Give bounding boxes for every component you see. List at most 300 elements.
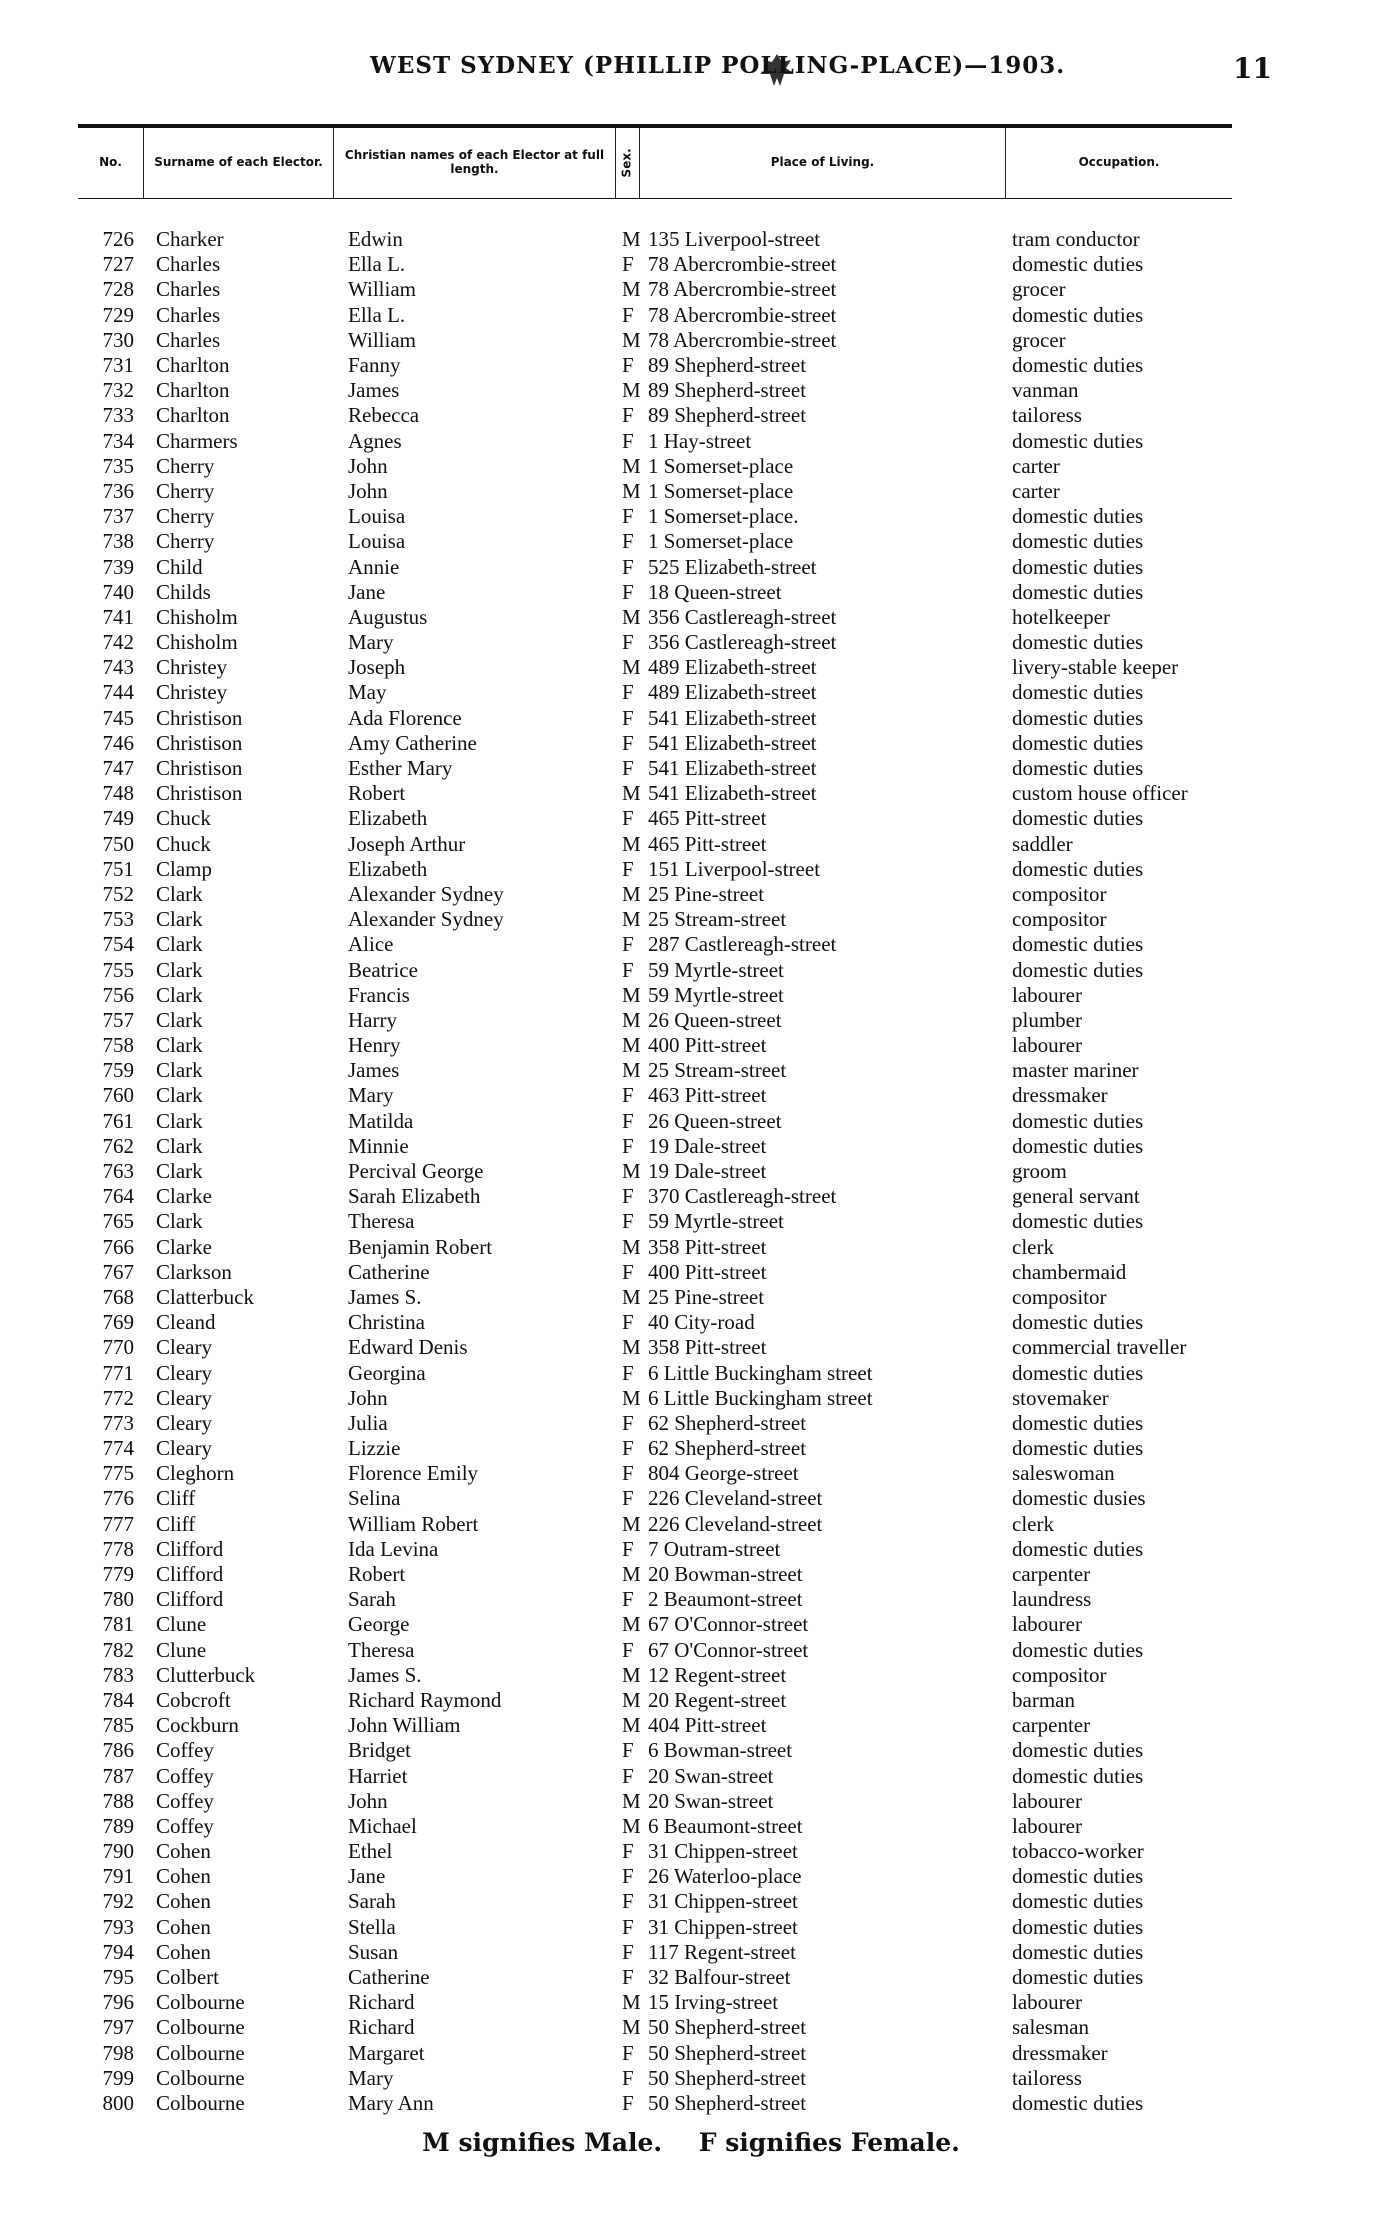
surname: Cliff [156, 1511, 196, 1536]
occupation: domestic duties [1012, 353, 1144, 378]
sex: M [622, 378, 641, 403]
occupation: domestic duties [1012, 504, 1144, 529]
occupation: hotelkeeper [1012, 604, 1110, 629]
table-row [78, 806, 1232, 831]
sex: F [622, 1738, 634, 1763]
occupation: domestic duties [1012, 856, 1144, 881]
occupation: chambermaid [1012, 1259, 1127, 1284]
sex: F [622, 1637, 634, 1662]
table-row [78, 957, 1232, 982]
surname: Clune [156, 1612, 207, 1637]
occupation: domestic duties [1012, 730, 1144, 755]
table-row [78, 529, 1232, 554]
occupation: labourer [1012, 982, 1082, 1007]
occupation: grocer [1012, 277, 1066, 302]
elector-number: 743 [102, 655, 134, 680]
elector-number: 750 [102, 831, 134, 856]
place-of-living: 78 Abercrombie-street [648, 302, 837, 327]
place-of-living: 19 Dale-street [648, 1159, 767, 1184]
table-row [78, 2015, 1232, 2040]
surname: Cherry [156, 453, 215, 478]
surname: Chisholm [156, 630, 238, 655]
surname: Christison [156, 705, 243, 730]
elector-number: 755 [102, 957, 134, 982]
place-of-living: 31 Chippen-street [648, 1839, 798, 1864]
place-of-living: 7 Outram-street [648, 1536, 781, 1561]
elector-number: 765 [102, 1209, 134, 1234]
sex: F [622, 1939, 634, 1964]
christian-names: Ida Levina [348, 1536, 439, 1561]
surname: Cliff [156, 1486, 196, 1511]
elector-number: 728 [102, 277, 134, 302]
elector-number: 766 [102, 1234, 134, 1259]
christian-names: James S. [348, 1284, 422, 1309]
place-of-living: 226 Cleveland-street [648, 1486, 823, 1511]
christian-names: George [348, 1612, 410, 1637]
elector-number: 779 [102, 1562, 134, 1587]
electoral-roll-table [78, 227, 1232, 2116]
table-row [78, 1537, 1232, 1562]
place-of-living: 804 George-street [648, 1461, 799, 1486]
surname: Christison [156, 730, 243, 755]
column-header-christian-names: Christian names of each Elector at full length. [334, 128, 616, 198]
sex: M [622, 1687, 641, 1712]
surname: Clatterbuck [156, 1284, 254, 1309]
elector-number: 793 [102, 1914, 134, 1939]
table-row [78, 1512, 1232, 1537]
place-of-living: 2 Beaumont-street [648, 1587, 803, 1612]
occupation: commercial traveller [1012, 1335, 1187, 1360]
surname: Childs [156, 579, 211, 604]
elector-number: 786 [102, 1738, 134, 1763]
sex: F [622, 529, 634, 554]
christian-names: John [348, 478, 388, 503]
occupation: domestic duties [1012, 1436, 1144, 1461]
male-note: M signifies Male. [422, 2128, 663, 2157]
elector-number: 776 [102, 1486, 134, 1511]
christian-names: Amy Catherine [348, 730, 477, 755]
christian-names: Sarah Elizabeth [348, 1184, 481, 1209]
christian-names: Theresa [348, 1209, 415, 1234]
christian-names: Florence Emily [348, 1461, 479, 1486]
table-row [78, 303, 1232, 328]
sex: M [622, 478, 641, 503]
occupation: domestic duties [1012, 1939, 1144, 1964]
elector-number: 777 [102, 1511, 134, 1536]
place-of-living: 89 Shepherd-street [648, 353, 807, 378]
surname: Cohen [156, 1889, 211, 1914]
christian-names: Catherine [348, 1259, 430, 1284]
sex: F [622, 1083, 634, 1108]
sex: F [622, 1310, 634, 1335]
place-of-living: 31 Chippen-street [648, 1889, 798, 1914]
occupation: domestic duties [1012, 1209, 1144, 1234]
occupation: livery-stable keeper [1012, 655, 1179, 680]
elector-number: 769 [102, 1310, 134, 1335]
christian-names: Joseph Arthur [348, 831, 466, 856]
sex: F [622, 302, 634, 327]
elector-number: 759 [102, 1058, 134, 1083]
occupation: tobacco-worker [1012, 1839, 1144, 1864]
elector-number: 774 [102, 1436, 134, 1461]
christian-names: Alexander Sydney [348, 881, 504, 906]
occupation: domestic dusies [1012, 1486, 1146, 1511]
place-of-living: 1 Hay-street [648, 428, 752, 453]
occupation: dressmaker [1012, 2040, 1108, 2065]
elector-number: 796 [102, 1990, 134, 2015]
surname: Charlton [156, 378, 230, 403]
sex: F [622, 1184, 634, 1209]
elector-number: 790 [102, 1839, 134, 1864]
occupation: domestic duties [1012, 302, 1144, 327]
christian-names: Richard [348, 1990, 415, 2015]
sex: F [622, 806, 634, 831]
christian-names: Esther Mary [348, 756, 453, 781]
sex: F [622, 1839, 634, 1864]
occupation: compositor [1012, 881, 1107, 906]
place-of-living: 32 Balfour-street [648, 1965, 791, 1990]
sex: M [622, 881, 641, 906]
occupation: domestic duties [1012, 957, 1144, 982]
page-header [0, 52, 1382, 88]
sex: F [622, 1108, 634, 1133]
occupation: compositor [1012, 1284, 1107, 1309]
column-header-no: No. [78, 128, 144, 198]
place-of-living: 78 Abercrombie-street [648, 327, 837, 352]
christian-names: Sarah [348, 1889, 396, 1914]
occupation: domestic duties [1012, 1133, 1144, 1158]
table-row [78, 454, 1232, 479]
christian-names: Stella [348, 1914, 396, 1939]
sex: F [622, 1436, 634, 1461]
table-row [78, 2041, 1232, 2066]
table-row [78, 479, 1232, 504]
column-header-occupation: Occupation. [1078, 155, 1160, 170]
surname: Cockburn [156, 1713, 239, 1738]
sex: F [622, 1360, 634, 1385]
place-of-living: 78 Abercrombie-street [648, 277, 837, 302]
occupation: domestic duties [1012, 252, 1144, 277]
place-of-living: 50 Shepherd-street [648, 2065, 807, 2090]
elector-number: 768 [102, 1284, 134, 1309]
elector-number: 745 [102, 705, 134, 730]
elector-number: 772 [102, 1385, 134, 1410]
surname: Chuck [156, 806, 211, 831]
table-row [78, 1109, 1232, 1134]
sex: F [622, 630, 634, 655]
christian-names: John William [348, 1713, 461, 1738]
elector-number: 762 [102, 1133, 134, 1158]
christian-names: Matilda [348, 1108, 414, 1133]
sex: F [622, 2040, 634, 2065]
elector-number: 758 [102, 1033, 134, 1058]
elector-number: 732 [102, 378, 134, 403]
elector-number: 738 [102, 529, 134, 554]
place-of-living: 404 Pitt-street [648, 1713, 767, 1738]
christian-names: Harry [348, 1007, 397, 1032]
christian-names: Mary Ann [348, 2090, 434, 2115]
occupation: labourer [1012, 1788, 1082, 1813]
sex: M [622, 655, 641, 680]
table-row [78, 1235, 1232, 1260]
place-of-living: 15 Irving-street [648, 1990, 779, 2015]
occupation: domestic duties [1012, 1410, 1144, 1435]
place-of-living: 50 Shepherd-street [648, 2090, 807, 2115]
surname: Christey [156, 680, 228, 705]
elector-number: 751 [102, 856, 134, 881]
elector-number: 736 [102, 478, 134, 503]
elector-number: 782 [102, 1637, 134, 1662]
surname: Clark [156, 1007, 203, 1032]
place-of-living: 1 Somerset-place [648, 453, 794, 478]
sex: F [622, 1965, 634, 1990]
surname: Clark [156, 1058, 203, 1083]
sex: M [622, 1990, 641, 2015]
sex: M [622, 1284, 641, 1309]
sex: M [622, 1033, 641, 1058]
christian-names: Mary [348, 630, 394, 655]
surname: Cherry [156, 478, 215, 503]
occupation: grocer [1012, 327, 1066, 352]
table-row [78, 1209, 1232, 1234]
sex: M [622, 1662, 641, 1687]
christian-names: Michael [348, 1813, 417, 1838]
elector-number: 730 [102, 327, 134, 352]
elector-number: 726 [102, 227, 134, 252]
occupation: domestic duties [1012, 806, 1144, 831]
place-of-living: 525 Elizabeth-street [648, 554, 817, 579]
table-row [78, 655, 1232, 680]
occupation: labourer [1012, 1033, 1082, 1058]
surname: Cobcroft [156, 1687, 231, 1712]
elector-number: 737 [102, 504, 134, 529]
elector-number: 784 [102, 1687, 134, 1712]
elector-number: 734 [102, 428, 134, 453]
occupation: domestic duties [1012, 705, 1144, 730]
place-of-living: 78 Abercrombie-street [648, 252, 837, 277]
elector-number: 761 [102, 1108, 134, 1133]
surname: Clifford [156, 1536, 224, 1561]
column-header-sex-label: Sex. [619, 148, 634, 178]
elector-number: 757 [102, 1007, 134, 1032]
surname: Clifford [156, 1587, 224, 1612]
sex: F [622, 1133, 634, 1158]
occupation: labourer [1012, 1612, 1082, 1637]
table-row [78, 2091, 1232, 2116]
surname: Charles [156, 277, 221, 302]
surname: Colbourne [156, 1990, 245, 2015]
elector-number: 798 [102, 2040, 134, 2065]
occupation: domestic duties [1012, 529, 1144, 554]
surname: Colbert [156, 1965, 219, 1990]
place-of-living: 59 Myrtle-street [648, 982, 784, 1007]
christian-names: Margaret [348, 2040, 425, 2065]
place-of-living: 358 Pitt-street [648, 1234, 767, 1259]
occupation: domestic duties [1012, 1738, 1144, 1763]
place-of-living: 541 Elizabeth-street [648, 730, 817, 755]
sex: M [622, 327, 641, 352]
occupation: laundress [1012, 1587, 1092, 1612]
sex: M [622, 1007, 641, 1032]
table-row [78, 756, 1232, 781]
sex: F [622, 680, 634, 705]
sex: M [622, 1159, 641, 1184]
place-of-living: 40 City-road [648, 1310, 755, 1335]
occupation: saleswoman [1012, 1461, 1115, 1486]
place-of-living: 26 Queen-street [648, 1007, 782, 1032]
table-row [78, 328, 1232, 353]
christian-names: Georgina [348, 1360, 426, 1385]
table-row [78, 1184, 1232, 1209]
christian-names: Richard [348, 2015, 415, 2040]
occupation: domestic duties [1012, 1965, 1144, 1990]
table-row [78, 781, 1232, 806]
christian-names: William [348, 277, 416, 302]
table-row [78, 1310, 1232, 1335]
surname: Clark [156, 1133, 203, 1158]
occupation: master mariner [1012, 1058, 1139, 1083]
occupation: carter [1012, 478, 1060, 503]
place-of-living: 135 Liverpool-street [648, 227, 821, 252]
elector-number: 789 [102, 1813, 134, 1838]
surname: Clark [156, 932, 203, 957]
elector-number: 783 [102, 1662, 134, 1687]
elector-number: 795 [102, 1965, 134, 1990]
place-of-living: 400 Pitt-street [648, 1259, 767, 1284]
surname: Cleghorn [156, 1461, 235, 1486]
occupation: domestic duties [1012, 1360, 1144, 1385]
christian-names: William [348, 327, 416, 352]
surname: Coffey [156, 1813, 214, 1838]
table-row [78, 429, 1232, 454]
place-of-living: 356 Castlereagh-street [648, 630, 837, 655]
surname: Colbourne [156, 2065, 245, 2090]
christian-names: Benjamin Robert [348, 1234, 493, 1259]
surname: Chisholm [156, 604, 238, 629]
surname: Charles [156, 252, 221, 277]
sex: F [622, 1889, 634, 1914]
sex: M [622, 1335, 641, 1360]
elector-number: 746 [102, 730, 134, 755]
elector-number: 752 [102, 881, 134, 906]
christian-names: Robert [348, 781, 406, 806]
place-of-living: 25 Stream-street [648, 1058, 787, 1083]
table-row [78, 706, 1232, 731]
christian-names: Robert [348, 1562, 406, 1587]
table-row [78, 353, 1232, 378]
table-row [78, 1889, 1232, 1914]
table-row [78, 1738, 1232, 1763]
sex: M [622, 1713, 641, 1738]
table-row [78, 1033, 1232, 1058]
occupation: domestic duties [1012, 1763, 1144, 1788]
christian-names: Ella L. [348, 252, 406, 277]
place-of-living: 59 Myrtle-street [648, 1209, 784, 1234]
table-row [78, 1789, 1232, 1814]
elector-number: 753 [102, 907, 134, 932]
elector-number: 771 [102, 1360, 134, 1385]
sex: M [622, 1612, 641, 1637]
place-of-living: 463 Pitt-street [648, 1083, 767, 1108]
elector-number: 775 [102, 1461, 134, 1486]
occupation: domestic duties [1012, 1914, 1144, 1939]
table-row [78, 983, 1232, 1008]
surname: Cleand [156, 1310, 216, 1335]
place-of-living: 59 Myrtle-street [648, 957, 784, 982]
sex: M [622, 907, 641, 932]
sex: F [622, 1259, 634, 1284]
table-row [78, 1562, 1232, 1587]
christian-names: Richard Raymond [348, 1687, 502, 1712]
elector-number: 756 [102, 982, 134, 1007]
elector-number: 787 [102, 1763, 134, 1788]
occupation: domestic duties [1012, 630, 1144, 655]
table-row [78, 1763, 1232, 1788]
elector-number: 767 [102, 1259, 134, 1284]
table-row [78, 403, 1232, 428]
sex: M [622, 1234, 641, 1259]
table-row [78, 1486, 1232, 1511]
table-row [78, 1411, 1232, 1436]
surname: Clarke [156, 1184, 212, 1209]
surname: Christey [156, 655, 228, 680]
table-row [78, 1915, 1232, 1940]
occupation: tram conductor [1012, 227, 1140, 252]
table-row [78, 2066, 1232, 2091]
place-of-living: 67 O'Connor-street [648, 1612, 809, 1637]
place-of-living: 26 Waterloo-place [648, 1864, 802, 1889]
surname: Clark [156, 1209, 203, 1234]
surname: Child [156, 554, 203, 579]
surname: Cleary [156, 1360, 212, 1385]
table-row [78, 680, 1232, 705]
occupation: compositor [1012, 1662, 1107, 1687]
christian-names: Mary [348, 1083, 394, 1108]
table-row [78, 1386, 1232, 1411]
surname: Charlton [156, 353, 230, 378]
surname: Christison [156, 756, 243, 781]
place-of-living: 400 Pitt-street [648, 1033, 767, 1058]
page-number: 11 [1233, 52, 1272, 85]
surname: Coffey [156, 1763, 214, 1788]
table-row [78, 932, 1232, 957]
sex: F [622, 957, 634, 982]
table-row [78, 1134, 1232, 1159]
elector-number: 788 [102, 1788, 134, 1813]
sex: M [622, 453, 641, 478]
occupation: domestic duties [1012, 1864, 1144, 1889]
column-header-place: Place of Living. [640, 128, 1006, 198]
elector-number: 800 [102, 2090, 134, 2115]
christian-names: Annie [348, 554, 400, 579]
sex: F [622, 1486, 634, 1511]
christian-names: Louisa [348, 529, 406, 554]
surname: Chuck [156, 831, 211, 856]
surname: Christison [156, 781, 243, 806]
elector-number: 741 [102, 604, 134, 629]
christian-names: Christina [348, 1310, 425, 1335]
christian-names: Augustus [348, 604, 428, 629]
elector-number: 747 [102, 756, 134, 781]
surname: Clark [156, 907, 203, 932]
elector-number: 791 [102, 1864, 134, 1889]
page-title: WEST SYDNEY (PHILLIP POLLING-PLACE)—1903. [370, 52, 1066, 79]
christian-names: Mary [348, 2065, 394, 2090]
sex: F [622, 428, 634, 453]
christian-names: Susan [348, 1939, 399, 1964]
place-of-living: 25 Pine-street [648, 881, 765, 906]
christian-names: Harriet [348, 1763, 408, 1788]
